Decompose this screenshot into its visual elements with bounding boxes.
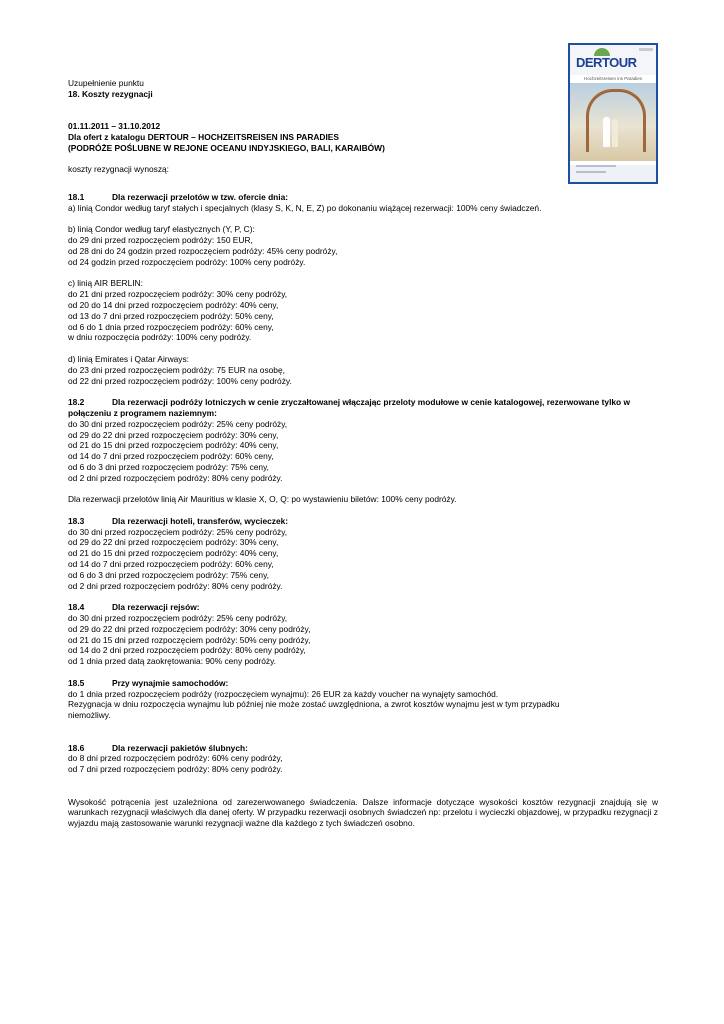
list-item: od 29 do 22 dni przed rozpoczęciem podróży: 30% ceny podróży, bbox=[68, 623, 311, 634]
cover-tag bbox=[639, 48, 653, 51]
list-item: do 30 dni przed rozpoczęciem podróży: 25% ceny podróży, bbox=[68, 418, 288, 429]
section-title: Przy wynajmie samochodów: bbox=[112, 677, 229, 688]
section-18-6-heading bbox=[68, 743, 658, 754]
section-title: Dla rezerwacji rejsów: bbox=[112, 602, 200, 613]
list-item: od 6 do 3 dni przed rozpoczęciem podróży: 75% ceny, bbox=[68, 461, 269, 472]
list-item: do 23 dni przed rozpoczęciem podróży: 75 EUR na osobę, bbox=[68, 364, 285, 375]
list-item: od 2 dni przed rozpoczęciem podróży: 80% ceny podróży. bbox=[68, 472, 283, 483]
list-item: od 14 do 7 dni przed rozpoczęciem podróży: 60% ceny, bbox=[68, 559, 274, 570]
list-item: od 21 do 15 dni przed rozpoczęciem podróży: 50% ceny podróży, bbox=[68, 634, 311, 645]
section-title: Dla rezerwacji pakietów ślubnych: bbox=[112, 742, 248, 753]
cover-subtitle: Hochzeitsreisen ins Paradies bbox=[583, 76, 643, 81]
section-number: 18.6 bbox=[68, 742, 85, 753]
s181-b-head: b) linią Condor według taryf elastycznych (Y, P, C): bbox=[68, 224, 255, 235]
section-number: 18.2 bbox=[68, 397, 85, 408]
header-line-1: Uzupełnienie punktu bbox=[68, 78, 144, 88]
cover-header bbox=[570, 45, 656, 75]
section-18-1-heading bbox=[68, 192, 658, 203]
section-18-2-heading bbox=[68, 397, 658, 408]
list-item: od 7 dni przed rozpoczęciem podróży: 80% ceny podróży. bbox=[68, 764, 283, 775]
s185-line-1: do 1 dnia przed rozpoczęciem podróży (rozpoczęciem wynajmu): 26 EUR za każdy voucher na wynajęty samochód. bbox=[68, 688, 499, 699]
list-item: od 28 dni do 24 godzin przed rozpoczęciem podróży: 45% ceny podróży, bbox=[68, 245, 338, 256]
list-item: od 1 dnia przed datą zaokrętowania: 90% ceny podróży. bbox=[68, 656, 276, 667]
offer-catalog: Dla ofert z katalogu DERTOUR – HOCHZEITSREISEN INS PARADIES bbox=[68, 131, 339, 142]
list-item: od 21 do 15 dni przed rozpoczęciem podróży: 40% ceny, bbox=[68, 548, 279, 559]
section-number: 18.1 bbox=[68, 191, 85, 202]
list-item: od 29 do 22 dni przed rozpoczęciem podróży: 30% ceny, bbox=[68, 429, 279, 440]
document-body bbox=[68, 78, 658, 829]
list-item: do 30 dni przed rozpoczęciem podróży: 25% ceny podróży, bbox=[68, 526, 288, 537]
cover-brand-logo: DERTOUR bbox=[576, 55, 637, 70]
header-line-2: 18. Koszty rezygnacji bbox=[68, 88, 153, 99]
section-title: Dla rezerwacji przelotów w tzw. ofercie dnia: bbox=[112, 191, 289, 202]
section-title-cont: połączeniu z programem naziemnym: bbox=[68, 407, 217, 418]
footer-paragraph: Wysokość potrącenia jest uzależniona od zarezerwowanego świadczenia. Dalsze informacje dotyczące wysokości kosztów rezygnacji znajdują się w warunkach rezygnacji właściwych dla danej oferty. W przypadku rezerwacji osobnych świadczeń np: przelotu i wycieczki objazdowej, w przypadku rezygnacji z wyjazdu mają zastosowanie warunki rezygnacji ważne dla każdego z tych świadczeń osobno. bbox=[68, 796, 658, 829]
offer-region: (PODRÓŻE POŚLUBNE W REJONE OCEANU INDYJSKIEGO, BALI, KARAIBÓW) bbox=[68, 142, 385, 153]
section-number: 18.5 bbox=[68, 677, 85, 688]
list-item: od 13 do 7 dni przed rozpoczęciem podróży: 50% ceny, bbox=[68, 310, 274, 321]
list-item: od 22 dni przed rozpoczęciem podróży: 100% ceny podróży. bbox=[68, 375, 292, 386]
section-18-3-heading bbox=[68, 516, 658, 527]
section-number: 18.4 bbox=[68, 602, 85, 613]
list-item: od 2 dni przed rozpoczęciem podróży: 80% ceny podróży. bbox=[68, 580, 283, 591]
s185-line-2: Rezygnacja w dniu rozpoczęcia wynajmu lub później nie może zostać uwzględniona, a zwrot kosztów wynajmu jest w tym przypadku bbox=[68, 699, 560, 710]
list-item: od 14 do 2 dni przed rozpoczęciem podróży: 80% ceny podróży, bbox=[68, 645, 306, 656]
list-item: od 21 do 15 dni przed rozpoczęciem podróży: 40% ceny, bbox=[68, 440, 279, 451]
s181-a: a) linią Condor według taryf stałych i specjalnych (klasy S, K, N, E, Z) po dokonaniu wiążącej rezerwacji: 100% ceny świadczeń. bbox=[68, 202, 542, 213]
list-item: do 30 dni przed rozpoczęciem podróży: 25% ceny podróży, bbox=[68, 613, 288, 624]
offer-dates: 01.11.2011 – 31.10.2012 bbox=[68, 121, 161, 132]
list-item: do 8 dni przed rozpoczęciem podróży: 60% ceny podróży, bbox=[68, 753, 283, 764]
list-item: od 20 do 14 dni przed rozpoczęciem podróży: 40% ceny, bbox=[68, 299, 279, 310]
list-item: w dniu rozpoczęcia podróży: 100% ceny podróży. bbox=[68, 332, 252, 343]
section-title: Dla rezerwacji podróży lotniczych w cenie zryczałtowanej włączając przeloty modułowe w cenie katalogowej, rezerwowane tylko w bbox=[112, 397, 631, 408]
list-item: od 6 do 3 dni przed rozpoczęciem podróży: 75% ceny, bbox=[68, 569, 269, 580]
s182-note: Dla rezerwacji przelotów linią Air Mauritius w klasie X, O, Q: po wystawieniu biletów: 100% ceny podróży. bbox=[68, 494, 457, 505]
list-item: od 6 do 1 dnia przed rozpoczęciem podróży: 60% ceny, bbox=[68, 321, 274, 332]
list-item: od 29 do 22 dni przed rozpoczęciem podróży: 30% ceny, bbox=[68, 537, 279, 548]
section-18-5-heading bbox=[68, 678, 658, 689]
list-item: od 14 do 7 dni przed rozpoczęciem podróży: 60% ceny, bbox=[68, 451, 274, 462]
section-18-4-heading bbox=[68, 602, 658, 613]
list-item: do 21 dni przed rozpoczęciem podróży: 30% ceny podróży, bbox=[68, 289, 288, 300]
list-item: do 29 dni przed rozpoczęciem podróży: 150 EUR, bbox=[68, 235, 253, 246]
offer-intro: koszty rezygnacji wynoszą: bbox=[68, 164, 170, 175]
s185-line-3: niemożliwy. bbox=[68, 710, 111, 721]
list-item: od 24 godzin przed rozpoczęciem podróży: 100% ceny podróży. bbox=[68, 256, 306, 267]
section-title: Dla rezerwacji hoteli, transferów, wycieczek: bbox=[112, 515, 289, 526]
s181-d-head: d) linią Emirates i Qatar Airways: bbox=[68, 353, 190, 364]
s181-c-head: c) linią AIR BERLIN: bbox=[68, 278, 143, 289]
section-number: 18.3 bbox=[68, 515, 85, 526]
